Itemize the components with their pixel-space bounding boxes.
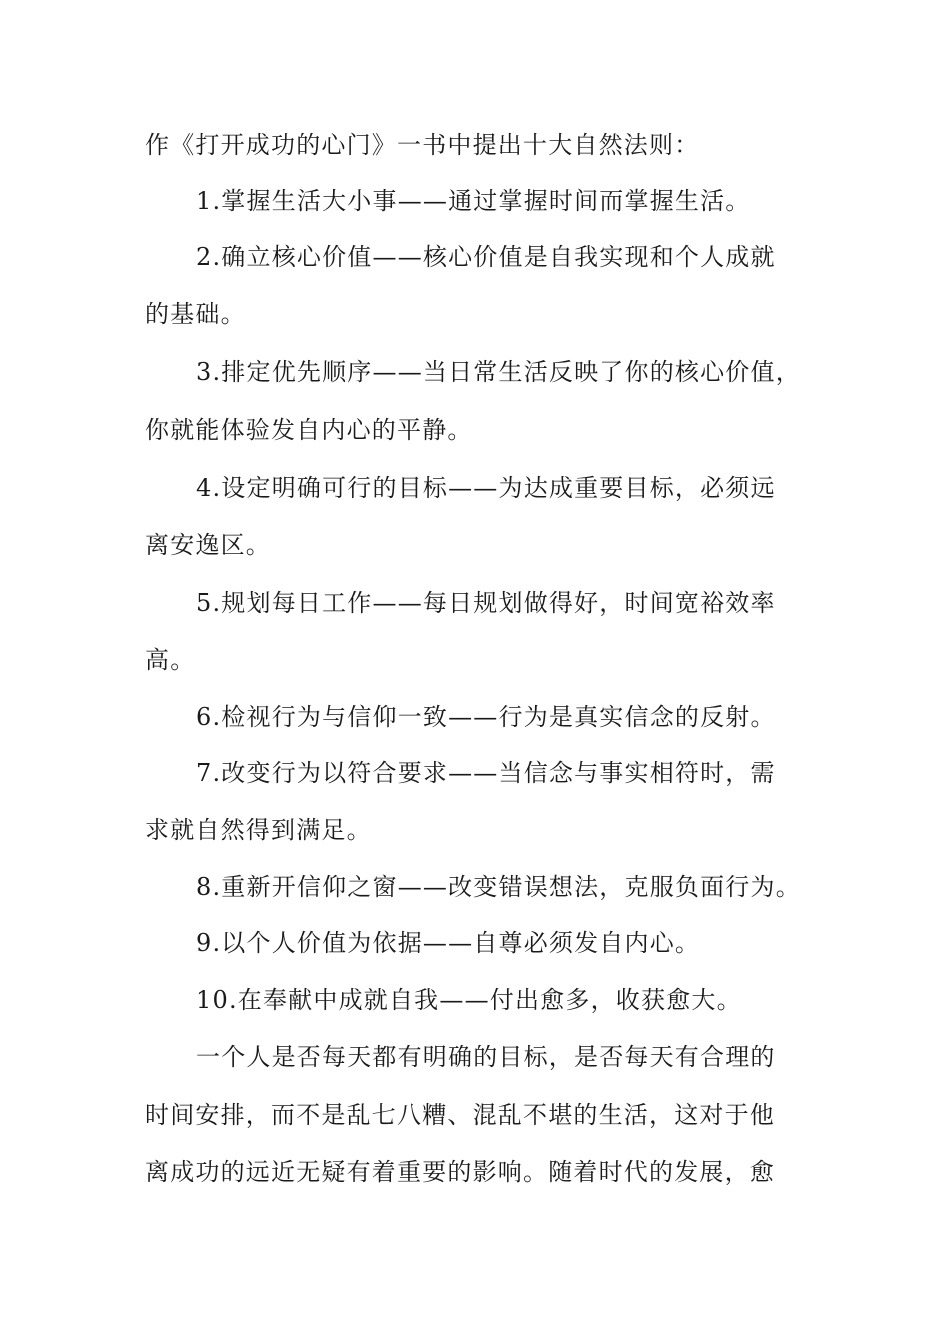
text-line: 高。 (145, 646, 196, 674)
list-item-7: 7.改变行为以符合要求——当信念与事实相符时，需 (196, 759, 776, 787)
text-line: 离安逸区。 (145, 531, 271, 559)
text-line: 作《打开成功的心门》一书中提出十大自然法则： (145, 131, 700, 159)
list-item-1: 1.掌握生活大小事——通过掌握时间而掌握生活。 (196, 187, 751, 215)
paragraph-line: 离成功的远近无疑有着重要的影响。随着时代的发展，愈 (145, 1158, 775, 1186)
list-item-8: 8.重新开信仰之窗——改变错误想法，克服负面行为。 (196, 873, 801, 901)
list-item-6: 6.检视行为与信仰一致——行为是真实信念的反射。 (196, 703, 776, 731)
text-line: 你就能体验发自内心的平静。 (145, 416, 473, 444)
paragraph-line: 时间安排，而不是乱七八糟、混乱不堪的生活，这对于他 (145, 1101, 775, 1129)
text-line: 求就自然得到满足。 (145, 816, 372, 844)
list-item-3: 3.排定优先顺序——当日常生活反映了你的核心价值， (196, 358, 801, 386)
text-line: 的基础。 (145, 300, 246, 328)
list-item-2: 2.确立核心价值——核心价值是自我实现和个人成就 (196, 243, 776, 271)
list-item-9: 9.以个人价值为依据——自尊必须发自内心。 (196, 929, 701, 957)
list-item-4: 4.设定明确可行的目标——为达成重要目标，必须远 (196, 474, 776, 502)
paragraph-line: 一个人是否每天都有明确的目标，是否每天有合理的 (196, 1043, 776, 1071)
list-item-5: 5.规划每日工作——每日规划做得好，时间宽裕效率 (196, 589, 776, 617)
list-item-10: 10.在奉献中成就自我——付出愈多，收获愈大。 (196, 986, 742, 1014)
